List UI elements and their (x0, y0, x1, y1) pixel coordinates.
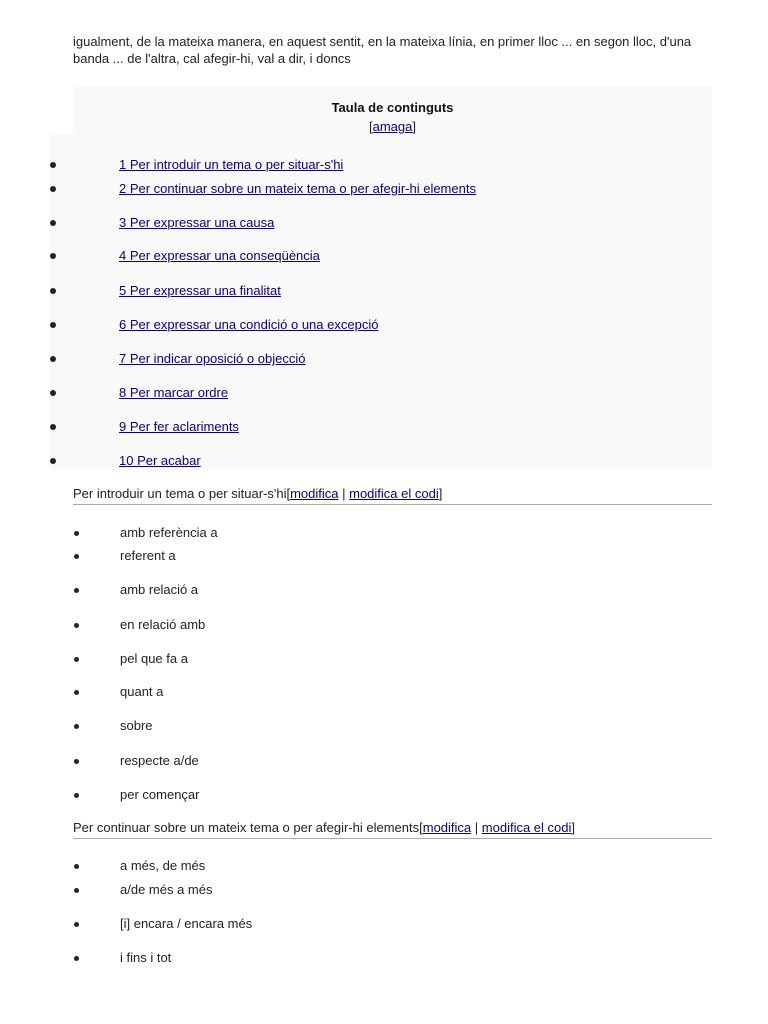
bullet-icon (50, 390, 56, 396)
edit-separator: | (471, 820, 482, 835)
list-item-text: i fins i tot (120, 950, 172, 965)
toc-link[interactable]: 7 Per indicar oposició o objecció (119, 351, 306, 366)
toc-link[interactable]: 4 Per expressar una conseqüència (119, 248, 320, 263)
list-item-text: referent a (120, 548, 176, 563)
bullet-icon (74, 888, 79, 893)
toc-link[interactable]: 5 Per expressar una finalitat (119, 283, 281, 298)
bullet-icon (50, 424, 56, 430)
toc-title: Taula de continguts (331, 100, 454, 115)
list-item-text: amb relació a (120, 582, 199, 597)
bullet-icon (74, 588, 79, 593)
edit-code-link[interactable]: modifica el codi (349, 486, 439, 501)
table-of-contents (73, 86, 712, 468)
bullet-icon (74, 864, 79, 869)
list-item-text: sobre (120, 718, 153, 733)
toc-hide-link[interactable]: amaga (372, 119, 413, 134)
list-item-text: a/de més a més (120, 882, 213, 897)
bullet-icon (50, 186, 56, 192)
section-heading: Per introduir un tema o per situar-s'hi[modifica | modifica el codi] (73, 485, 712, 505)
bullet-icon (50, 458, 56, 464)
bullet-icon (50, 322, 56, 328)
bullet-icon (74, 531, 79, 536)
bullet-icon (50, 288, 56, 294)
toc-toggle (73, 119, 712, 134)
edit-separator: | (338, 486, 350, 501)
toc-link[interactable]: 10 Per acabar (119, 453, 201, 468)
toc-link[interactable]: 1 Per introduir un tema o per situar-s'hi (119, 157, 344, 172)
list-item-text: amb referència a (120, 525, 218, 540)
bullet-icon (50, 162, 56, 168)
toc-link[interactable]: 6 Per expressar una condició o una excepció (119, 317, 379, 332)
edit-link[interactable]: modifica (422, 820, 472, 835)
bullet-icon (74, 690, 79, 695)
bullet-icon (50, 220, 56, 226)
toc-link[interactable]: 3 Per expressar una causa (119, 215, 275, 230)
section-heading-text: Per continuar sobre un mateix tema o per afegir-hi elements (73, 820, 420, 835)
toc-background-extension (50, 134, 74, 468)
edit-code-link[interactable]: modifica el codi (481, 820, 572, 835)
toc-link[interactable]: 8 Per marcar ordre (119, 385, 229, 400)
list-item-text: respecte a/de (120, 753, 199, 768)
list-item-text: quant a (120, 684, 164, 699)
toc-link[interactable]: 9 Per fer aclariments (119, 419, 239, 434)
list-item-text: en relació amb (120, 617, 206, 632)
list-item-text: per començar (120, 787, 200, 802)
bullet-icon (74, 554, 79, 559)
section-heading: Per continuar sobre un mateix tema o per afegir-hi elements[modifica | modifica el codi] (73, 819, 712, 839)
bullet-icon (74, 623, 79, 628)
bullet-icon (74, 956, 79, 961)
toc-toggle-close: ] (412, 119, 416, 134)
intro-paragraph: igualment, de la mateixa manera, en aquest sentit, en la mateixa línia, en primer lloc ... en segon lloc, d'una banda ... de l'altra, cal afegir-hi, val a dir, i doncs (73, 34, 692, 66)
bullet-icon (74, 759, 79, 764)
bullet-icon (74, 657, 79, 662)
bullet-icon (74, 922, 79, 927)
toc-toggle-open: [ (369, 119, 373, 134)
list-item-text: [i] encara / encara més (120, 916, 253, 931)
toc-link[interactable]: 2 Per continuar sobre un mateix tema o per afegir-hi elements (119, 181, 476, 196)
list-item-text: pel que fa a (120, 651, 188, 666)
edit-link[interactable]: modifica (290, 486, 339, 501)
list-item-text: a més, de més (120, 858, 206, 873)
bullet-icon (74, 793, 79, 798)
bullet-icon (50, 253, 56, 259)
section-heading-text: Per introduir un tema o per situar-s'hi (73, 486, 287, 501)
bullet-icon (50, 356, 56, 362)
bullet-icon (74, 724, 79, 729)
